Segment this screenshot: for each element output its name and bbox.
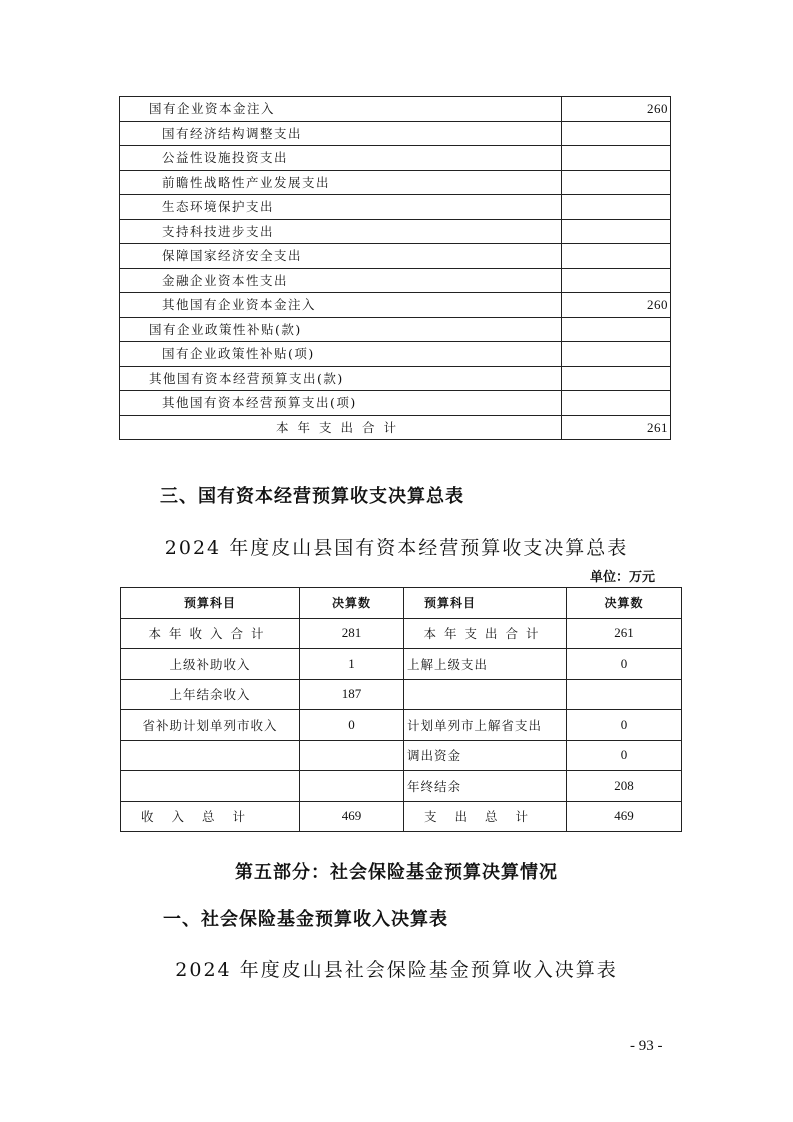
table-row bbox=[120, 219, 671, 244]
table-row bbox=[120, 342, 671, 367]
table-row bbox=[121, 771, 682, 802]
row-item-name: 前瞻性战略性产业发展支出 bbox=[120, 170, 562, 195]
expense-item-value: 0 bbox=[567, 710, 682, 741]
row-item-name: 金融企业资本性支出 bbox=[120, 268, 562, 293]
income-item-value bbox=[300, 771, 404, 802]
row-item-value bbox=[562, 342, 671, 367]
soe-budget-summary-table bbox=[120, 587, 682, 832]
expense-item-name: 本年支出合计 bbox=[404, 618, 567, 649]
table-row bbox=[120, 268, 671, 293]
row-item-value bbox=[562, 366, 671, 391]
income-item-name: 收入总计 bbox=[121, 801, 300, 832]
expense-item-value: 261 bbox=[567, 618, 682, 649]
income-item-name: 本年收入合计 bbox=[121, 618, 300, 649]
row-item-name: 其他国有资本经营预算支出(项) bbox=[120, 391, 562, 416]
row-item-name: 国有经济结构调整支出 bbox=[120, 121, 562, 146]
table-row bbox=[120, 170, 671, 195]
table-row bbox=[120, 97, 671, 122]
income-item-value: 1 bbox=[300, 649, 404, 680]
row-item-value bbox=[562, 170, 671, 195]
table-row bbox=[120, 121, 671, 146]
income-item-value bbox=[300, 740, 404, 771]
expense-item-value: 208 bbox=[567, 771, 682, 802]
expense-item-value: 0 bbox=[567, 649, 682, 680]
table-title-social-insurance-income: 2024 年度皮山县社会保险基金预算收入决算表 bbox=[175, 959, 618, 981]
row-item-value bbox=[562, 268, 671, 293]
row-item-name: 公益性设施投资支出 bbox=[120, 146, 562, 171]
table-row bbox=[120, 293, 671, 318]
unit-label: 单位：万元 bbox=[590, 570, 656, 585]
row-item-value bbox=[562, 146, 671, 171]
expense-item-value: 0 bbox=[567, 740, 682, 771]
expense-item-name: 支出总计 bbox=[404, 801, 567, 832]
income-item-value: 187 bbox=[300, 679, 404, 710]
expense-item-name bbox=[404, 679, 567, 710]
page-number: - 93 - bbox=[630, 1038, 663, 1054]
table-row bbox=[120, 317, 671, 342]
table-row bbox=[121, 618, 682, 649]
total-row bbox=[120, 415, 671, 440]
part-heading-social-insurance: 第五部分：社会保险基金预算决算情况 bbox=[235, 862, 558, 883]
row-item-value bbox=[562, 219, 671, 244]
row-item-value bbox=[562, 391, 671, 416]
table-row bbox=[120, 195, 671, 220]
table-row bbox=[120, 391, 671, 416]
header-expense-item: 预算科目 bbox=[404, 588, 567, 619]
table-row bbox=[120, 244, 671, 269]
income-item-value: 281 bbox=[300, 618, 404, 649]
row-item-value bbox=[562, 195, 671, 220]
income-item-value: 0 bbox=[300, 710, 404, 741]
row-item-value: 260 bbox=[562, 97, 671, 122]
table-row bbox=[120, 146, 671, 171]
header-income-amount: 决算数 bbox=[300, 588, 404, 619]
expense-item-name: 年终结余 bbox=[404, 771, 567, 802]
row-item-name: 其他国有企业资本金注入 bbox=[120, 293, 562, 318]
row-item-name: 其他国有资本经营预算支出(款) bbox=[120, 366, 562, 391]
grand-total-row bbox=[121, 801, 682, 832]
expense-item-value bbox=[567, 679, 682, 710]
income-item-name bbox=[121, 771, 300, 802]
income-item-value: 469 bbox=[300, 801, 404, 832]
row-item-name: 生态环境保护支出 bbox=[120, 195, 562, 220]
table-row bbox=[121, 740, 682, 771]
table-title-soe-budget-summary: 2024 年度皮山县国有资本经营预算收支决算总表 bbox=[164, 537, 629, 559]
row-item-value bbox=[562, 317, 671, 342]
row-item-name: 国有企业政策性补贴(项) bbox=[120, 342, 562, 367]
row-item-name: 保障国家经济安全支出 bbox=[120, 244, 562, 269]
header-income-item: 预算科目 bbox=[121, 588, 300, 619]
section-heading-soe-budget-summary: 三、国有资本经营预算收支决算总表 bbox=[160, 486, 464, 507]
row-item-value bbox=[562, 244, 671, 269]
section-heading-social-insurance-income: 一、社会保险基金预算收入决算表 bbox=[163, 909, 448, 930]
row-item-name: 国有企业政策性补贴(款) bbox=[120, 317, 562, 342]
expense-item-name: 计划单列市上解省支出 bbox=[404, 710, 567, 741]
income-item-name: 省补助计划单列市收入 bbox=[121, 710, 300, 741]
table-row bbox=[121, 649, 682, 680]
row-item-value bbox=[562, 121, 671, 146]
expense-item-value: 469 bbox=[567, 801, 682, 832]
total-label: 本年支出合计 bbox=[120, 415, 562, 440]
expense-item-name: 上解上级支出 bbox=[404, 649, 567, 680]
table-header-row bbox=[121, 588, 682, 619]
soe-capital-expenditure-table bbox=[119, 96, 671, 440]
row-item-name: 国有企业资本金注入 bbox=[120, 97, 562, 122]
total-value: 261 bbox=[562, 415, 671, 440]
income-item-name: 上级补助收入 bbox=[121, 649, 300, 680]
income-item-name: 上年结余收入 bbox=[121, 679, 300, 710]
row-item-value: 260 bbox=[562, 293, 671, 318]
header-expense-amount: 决算数 bbox=[567, 588, 682, 619]
table-row bbox=[120, 366, 671, 391]
income-item-name bbox=[121, 740, 300, 771]
expense-item-name: 调出资金 bbox=[404, 740, 567, 771]
table-row bbox=[121, 679, 682, 710]
row-item-name: 支持科技进步支出 bbox=[120, 219, 562, 244]
table-row bbox=[121, 710, 682, 741]
